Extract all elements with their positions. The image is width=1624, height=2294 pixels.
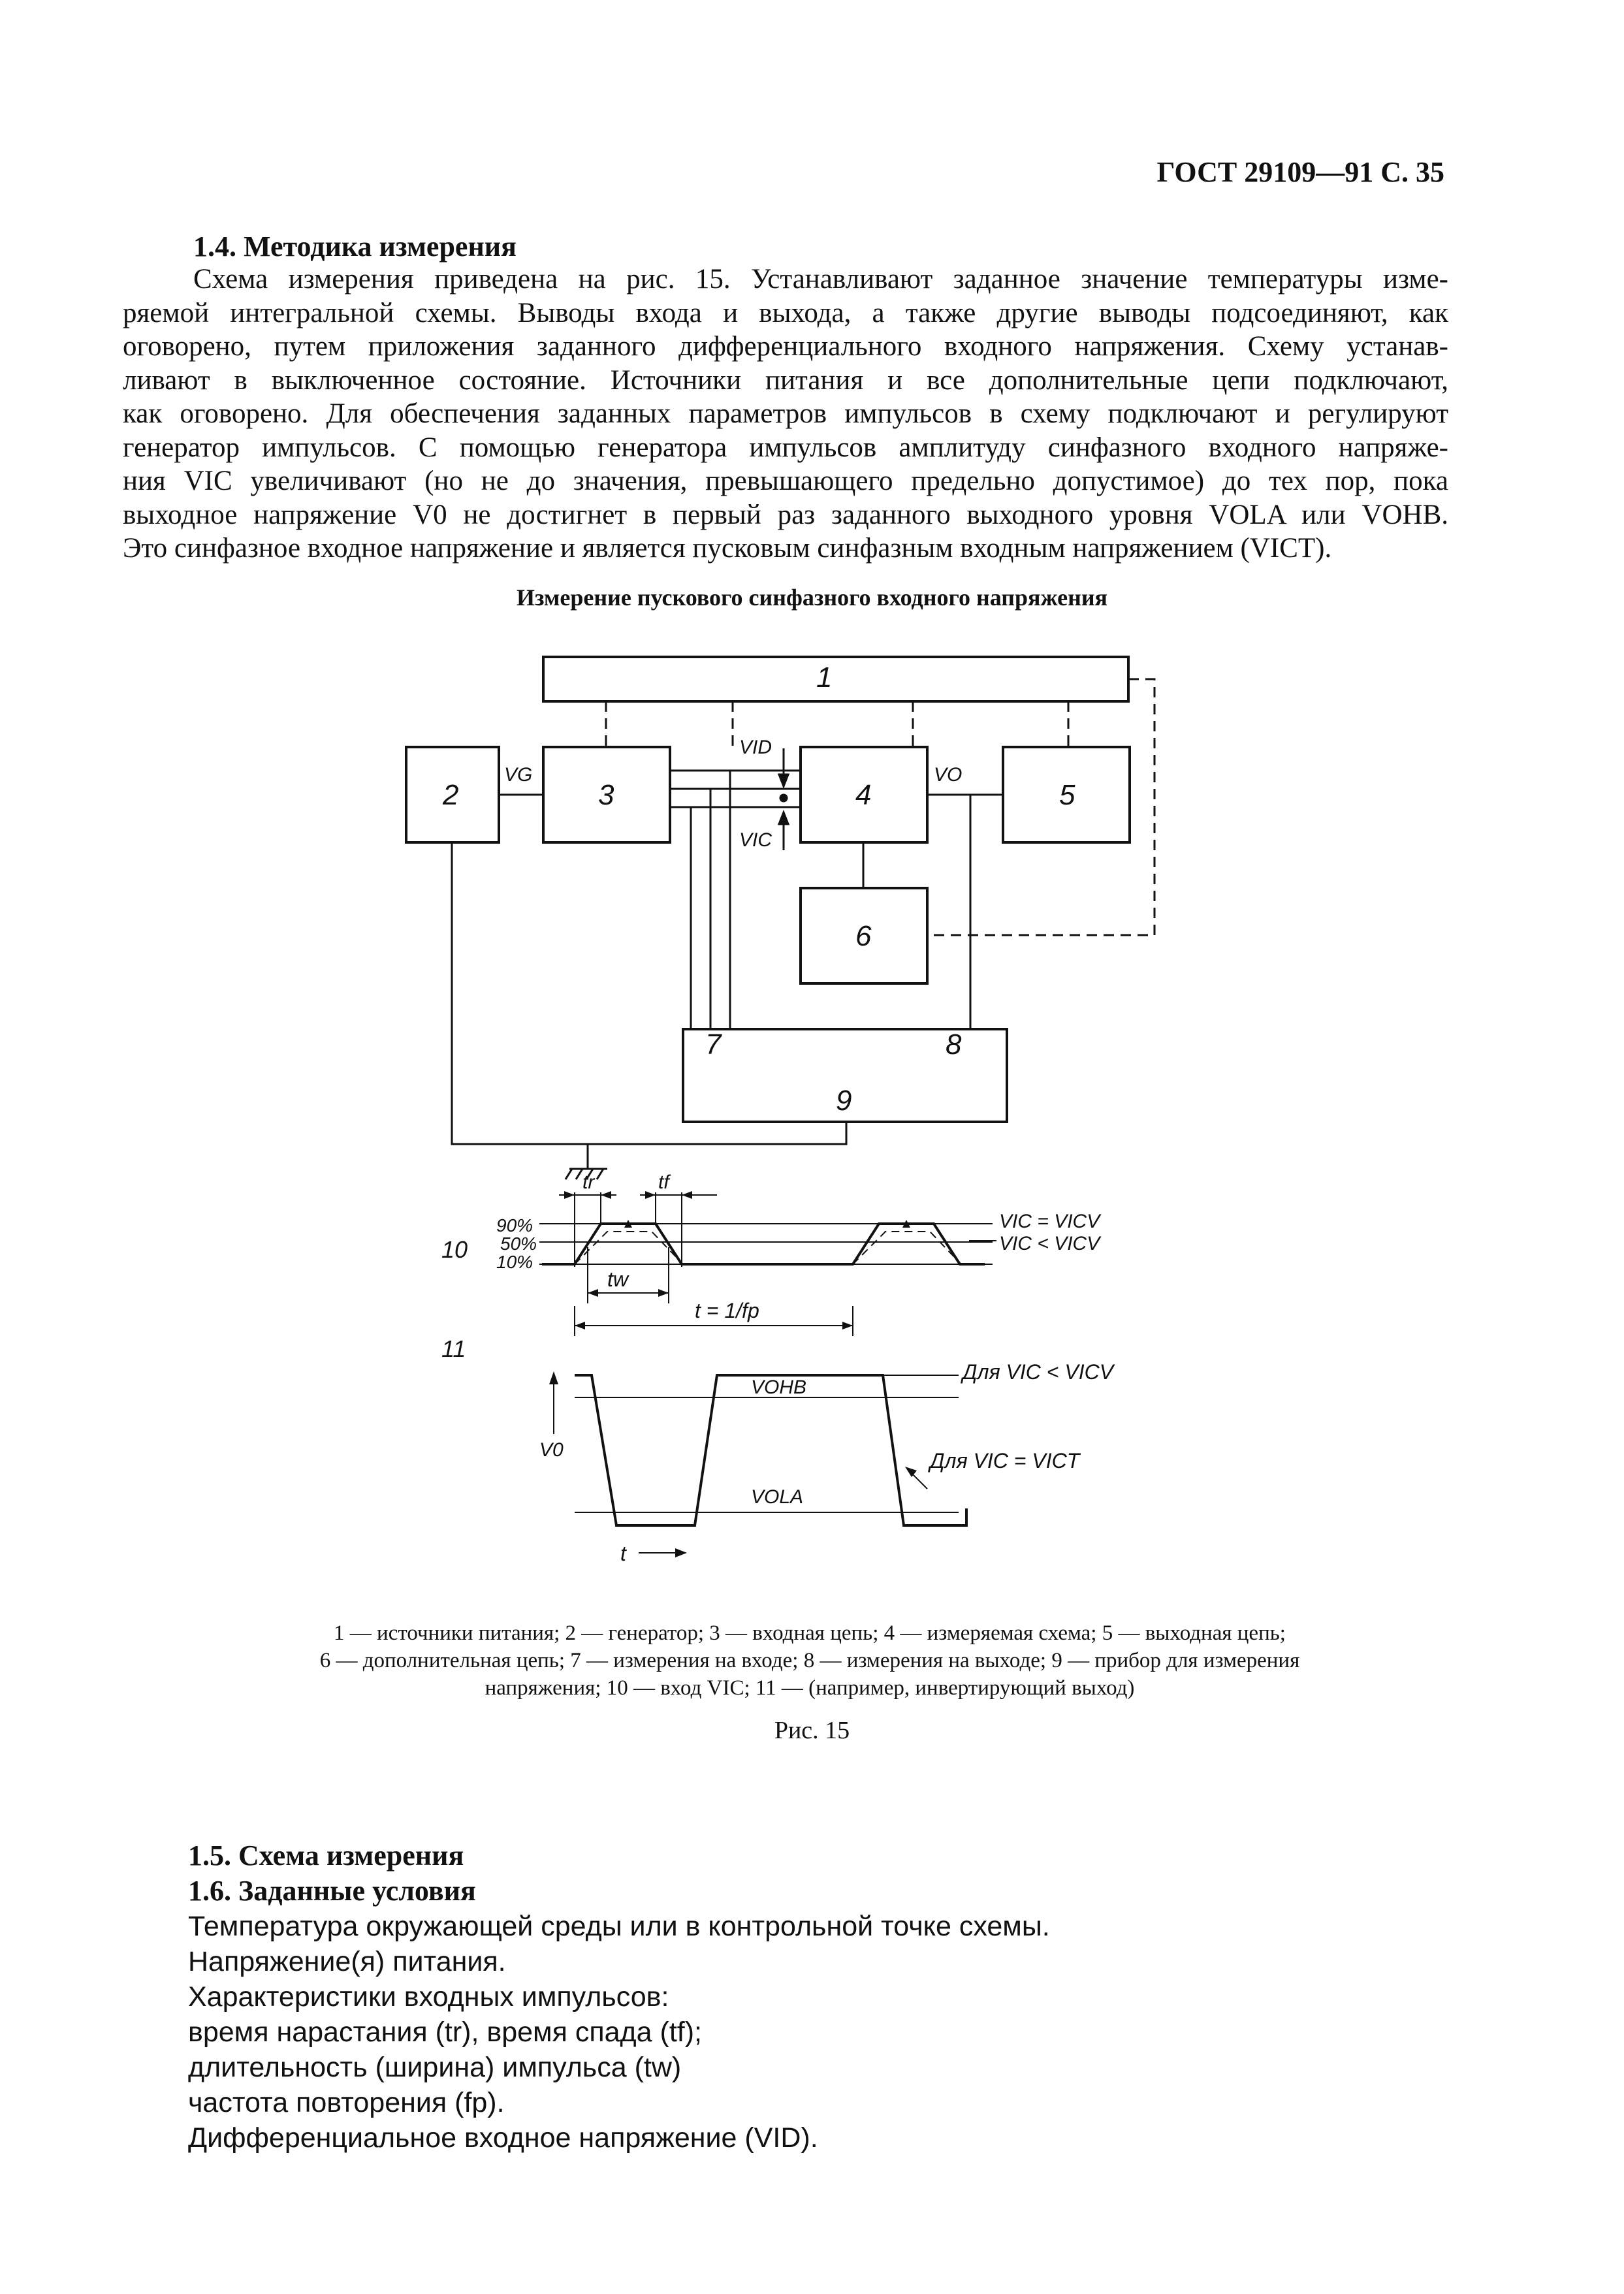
condition-line: частота повторения (fp). (188, 2087, 505, 2118)
section-1-6-title: 1.6. Заданные условия (188, 1875, 476, 1907)
block-1-label: 1 (816, 661, 833, 693)
vg-label: VG (504, 764, 533, 786)
vola-label: VOLA (751, 1486, 804, 1508)
paragraph-line: ливают в выключенное состояние. Источники питания и все дополнительные цепи подключают, (123, 364, 1448, 396)
caption-line: напряжения; 10 — вход VIC; 11 — (например, инвертирующий выход) (485, 1676, 1135, 1700)
vic-lt-label: VIC < VICV (999, 1233, 1100, 1254)
block-4-label: 4 (855, 779, 872, 811)
block-9-label: 9 (836, 1085, 852, 1117)
level-10-label: 10% (496, 1252, 533, 1272)
condition-line: время нарастания (tr), время спада (tf); (188, 2016, 702, 2048)
for-eq-label: Для VIC = VICT (930, 1449, 1080, 1473)
paragraph-line: ряемой интегральной схемы. Выводы входа и выхода, а также другие выводы подсоединяют, как (123, 297, 1448, 328)
block-7-label: 7 (705, 1028, 722, 1060)
output-levels (554, 1375, 959, 1553)
block-5-label: 5 (1059, 779, 1075, 811)
vohb-label: VOHB (751, 1377, 807, 1398)
figure-caption (196, 1619, 1424, 1702)
paragraph-line: выходное напряжение V0 не достигнет в первый раз заданного выходного уровня VOLA или VOHB. (123, 499, 1448, 530)
input-pulse-dashed (575, 1232, 961, 1264)
period-label: t = 1/fp (695, 1299, 759, 1322)
paragraph-line: Это синфазное входное напряжение и является пусковым синфазным входным напряжением (VICT). (123, 533, 1332, 564)
tr-label: tr (582, 1171, 595, 1193)
caption-line: 1 — источники питания; 2 — генератор; 3 — входная цепь; 4 — измеряемая схема; 5 — выходная цепь; (334, 1621, 1286, 1645)
vic-eq-label: VIC = VICV (999, 1211, 1100, 1232)
block-2-label: 2 (443, 779, 459, 811)
voltage-arrows (779, 748, 788, 850)
caption-line: 6 — дополнительная цепь; 7 — измерения на входе; 8 — измерения на выходе; 9 — прибор для измерения (319, 1649, 1300, 1672)
row-11-label: 11 (441, 1335, 466, 1362)
paragraph-line: Схема измерения приведена на рис. 15. Устанавливают заданное значение температуры изме- (193, 264, 1448, 295)
condition-line: Температура окружающей среды или в контрольной точке схемы. (188, 1911, 1050, 1942)
tf-label: tf (658, 1171, 669, 1193)
level-90-label: 90% (496, 1215, 533, 1235)
condition-line: Напряжение(я) питания. (188, 1946, 506, 1977)
level-lines (539, 1192, 996, 1336)
input-pulse-waveform (542, 1224, 985, 1264)
paragraph-line: оговорено, путем приложения заданного дифференциального входного напряжения. Схему устанав- (123, 331, 1448, 362)
block-3-label: 3 (598, 779, 614, 811)
vo-label: VO (934, 764, 963, 786)
block-8-label: 8 (946, 1028, 962, 1060)
for-lt-label: Для VIC < VICV (963, 1360, 1114, 1384)
output-arrowheads (549, 1371, 917, 1557)
paragraph-line: ния VIC увеличивают (но не до значения, превышающего предельно допустимое) до тех пор, пока (123, 466, 1448, 496)
time-axis-label: t (620, 1542, 626, 1565)
section-1-4-title: 1.4. Методика измерения (193, 231, 517, 263)
condition-line: длительность (ширина) импульса (tw) (188, 2052, 682, 2083)
section-1-5-title: 1.5. Схема измерения (188, 1840, 464, 1872)
condition-line: Характеристики входных импульсов: (188, 1981, 669, 2013)
figure-title: Измерение пускового синфазного входного напряжения (516, 584, 1108, 611)
paragraph-line: как оговорено. Для обеспечения заданных параметров импульсов в схему подключают и регулируют (123, 398, 1448, 429)
tw-label: tw (607, 1267, 628, 1291)
v0-axis-label: V0 (539, 1439, 564, 1461)
block-1 (543, 657, 1128, 701)
sections-1-5-1-6 (188, 1838, 1050, 2156)
paragraph-line: генератор импульсов. С помощью генератора импульсов амплитуду синфазного входного напряже- (123, 432, 1448, 463)
page-header: ГОСТ 29109—91 С. 35 (1156, 156, 1444, 188)
vid-label: VID (739, 737, 772, 758)
figure-number: Рис. 15 (774, 1717, 850, 1744)
block-6-label: 6 (855, 920, 872, 952)
vic-label: VIC (739, 829, 772, 851)
level-50-label: 50% (500, 1234, 537, 1254)
condition-line: Дифференциальное входное напряжение (VID). (188, 2122, 818, 2154)
signal-connections (452, 771, 1003, 1169)
row-10-label: 10 (441, 1236, 468, 1263)
